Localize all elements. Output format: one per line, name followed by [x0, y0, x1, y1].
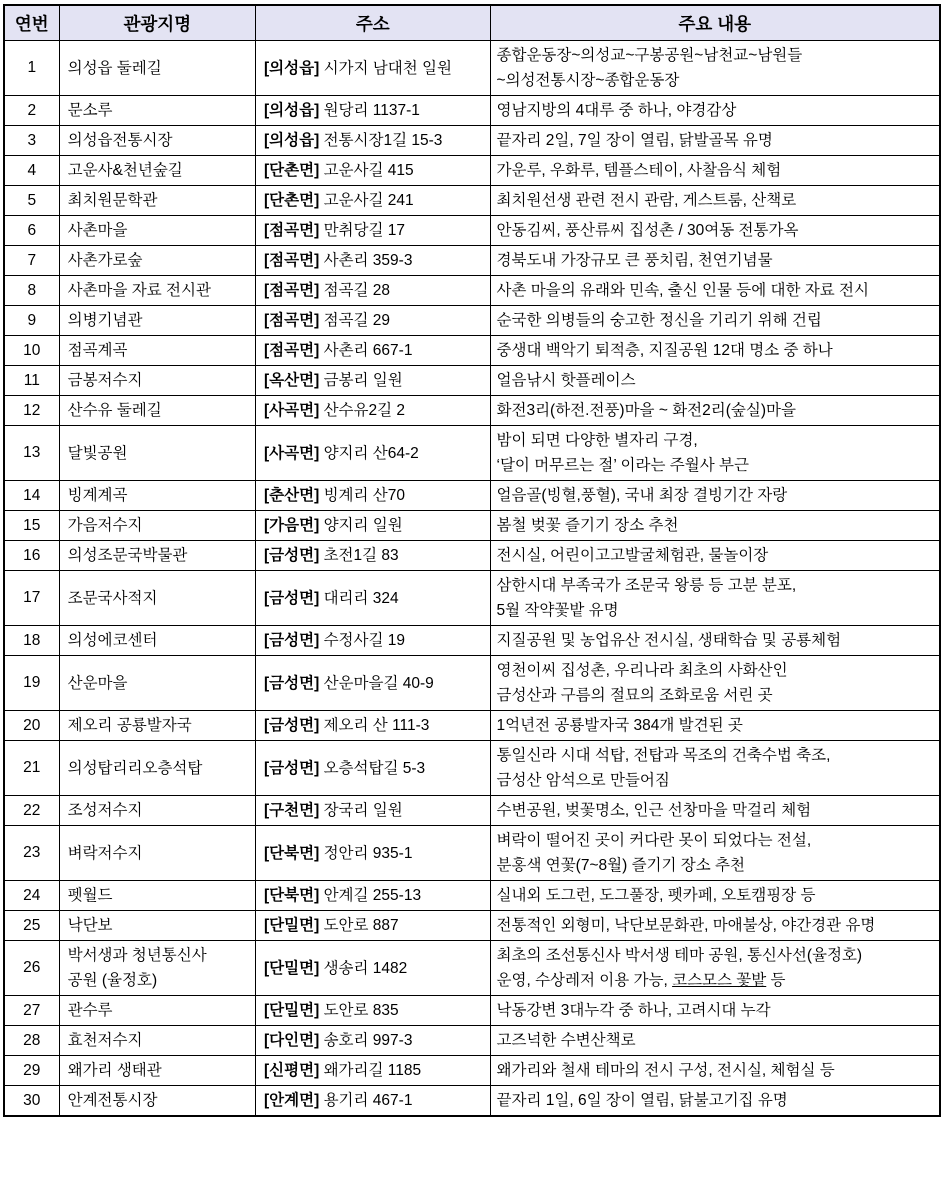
address-region: [의성읍]	[264, 102, 320, 119]
text-segment: 최치원선생 관련 전시 관람, 게스트룸, 산책로	[496, 192, 797, 209]
address-cell	[256, 541, 491, 571]
description-cell	[490, 1086, 940, 1117]
table-row	[4, 366, 940, 396]
row-number: 30	[4, 1086, 59, 1117]
text-segment: 분홍색 연꽃(7~8월) 즐기기 장소 추천	[496, 857, 746, 874]
text-segment: 달빛공원	[67, 444, 128, 462]
address-detail: 고운사길 241	[319, 192, 414, 209]
address-region: [금성면]	[264, 717, 320, 734]
address-detail: 왜가리길 1185	[319, 1062, 422, 1079]
address-cell	[256, 216, 491, 246]
address-detail: 용기리 467-1	[319, 1092, 413, 1109]
address-region: [다인면]	[264, 1032, 320, 1049]
description-cell	[490, 826, 940, 881]
description-cell	[490, 276, 940, 306]
address-detail: 도안로 835	[319, 1002, 399, 1019]
text-segment: 밤이 되면 다양한 별자리 구경,	[496, 432, 698, 449]
table-row	[4, 941, 940, 996]
attraction-name	[59, 1026, 255, 1056]
table-row	[4, 336, 940, 366]
address-region: [단밀면]	[264, 917, 320, 934]
attraction-name	[59, 96, 255, 126]
address-detail: 정안리 935-1	[319, 844, 413, 862]
description-cell	[490, 1056, 940, 1086]
text-segment: 고즈넉한 수변산책로	[496, 1032, 636, 1049]
attraction-name	[59, 426, 255, 481]
table-row	[4, 511, 940, 541]
address-detail: 장국리 일원	[319, 802, 403, 819]
description-cell	[490, 626, 940, 656]
table-row	[4, 571, 940, 626]
attraction-name	[59, 276, 255, 306]
address-region: [단북면]	[264, 887, 320, 904]
address-cell	[256, 426, 491, 481]
row-number: 26	[4, 941, 59, 996]
text-segment: 경북도내 가장규모 큰 풍치림, 천연기념물	[496, 252, 773, 269]
text-segment: 공원 (율정호)	[67, 972, 158, 989]
row-number: 19	[4, 656, 59, 711]
row-number: 12	[4, 396, 59, 426]
row-number: 11	[4, 366, 59, 396]
address-detail: 사촌리 667-1	[319, 342, 413, 359]
text-segment: 낙단보	[67, 917, 113, 934]
address-region: [금성면]	[264, 547, 320, 564]
address-region: [금성면]	[264, 589, 320, 607]
address-region: [점곡면]	[264, 252, 320, 269]
address-detail: 빙계리 산70	[319, 487, 406, 504]
text-segment: 의성조문국박물관	[67, 547, 188, 564]
table-row	[4, 1056, 940, 1086]
text-segment: 중생대 백악기 퇴적층, 지질공원 12대 명소 중 하나	[496, 342, 833, 359]
table-row	[4, 246, 940, 276]
address-detail: 시가지 남대천 일원	[319, 59, 452, 77]
text-segment: 영천이씨 집성촌, 우리나라 최초의 사화산인	[496, 662, 788, 679]
address-cell	[256, 336, 491, 366]
table-row	[4, 481, 940, 511]
address-cell	[256, 996, 491, 1026]
table-row	[4, 881, 940, 911]
description-cell	[490, 1026, 940, 1056]
address-cell	[256, 366, 491, 396]
text-segment: 전통적인 외형미, 낙단보문화관, 마애불상, 야간경관 유명	[496, 917, 876, 934]
address-cell	[256, 96, 491, 126]
address-region: [단밀면]	[264, 959, 320, 977]
address-detail: 도안로 887	[319, 917, 399, 934]
attraction-name	[59, 826, 255, 881]
attraction-name	[59, 911, 255, 941]
address-detail: 산운마을길 40-9	[319, 674, 434, 692]
attraction-name	[59, 336, 255, 366]
address-region: [금성면]	[264, 674, 320, 692]
text-segment: 의병기념관	[67, 312, 143, 329]
attraction-name	[59, 796, 255, 826]
attraction-name	[59, 246, 255, 276]
header-row	[4, 5, 940, 41]
text-segment: 등	[766, 972, 786, 989]
description-cell	[490, 941, 940, 996]
header-no: 연번	[4, 5, 59, 41]
address-detail: 대리리 324	[319, 589, 399, 607]
text-segment: 실내외 도그런, 도그풀장, 펫카페, 오토캠핑장 등	[496, 887, 816, 904]
row-number: 7	[4, 246, 59, 276]
text-segment: 왜가리 생태관	[67, 1062, 162, 1079]
text-segment: 통일신라 시대 석탑, 전탑과 목조의 건축수법 축조,	[496, 747, 831, 764]
table-row	[4, 1026, 940, 1056]
underlined-text: 코스모스 꽃밭	[672, 972, 767, 989]
text-segment: 안계전통시장	[67, 1092, 158, 1109]
address-cell	[256, 156, 491, 186]
address-detail: 초전1길 83	[319, 547, 399, 564]
text-segment: 금성산과 구름의 절묘의 조화로움 서린 곳	[496, 687, 773, 704]
text-segment: 얼음골(빙혈,풍혈), 국내 최장 결빙기간 자랑	[496, 487, 788, 504]
description-cell	[490, 156, 940, 186]
address-region: [의성읍]	[264, 59, 320, 77]
text-segment: 박서생과 청년통신사	[67, 947, 207, 964]
text-segment: 가음저수지	[67, 517, 143, 534]
address-cell	[256, 711, 491, 741]
address-detail: 만취당길 17	[319, 222, 406, 239]
text-segment: 사촌마을	[67, 222, 128, 239]
address-region: [점곡면]	[264, 342, 320, 359]
text-segment: 금성산 암석으로 만들어짐	[496, 772, 670, 789]
text-segment: 조성저수지	[67, 802, 143, 819]
address-detail: 안계길 255-13	[319, 887, 422, 904]
row-number: 29	[4, 1056, 59, 1086]
attraction-name	[59, 571, 255, 626]
text-segment: 빙계계곡	[67, 487, 128, 504]
attraction-name	[59, 396, 255, 426]
row-number: 28	[4, 1026, 59, 1056]
address-region: [금성면]	[264, 759, 320, 777]
text-segment: 의성탑리리오층석탑	[67, 759, 203, 777]
text-segment: ‘달이 머무르는 절’ 이라는 주월사 부근	[496, 457, 749, 474]
text-segment: 점곡계곡	[67, 342, 128, 359]
attraction-name	[59, 626, 255, 656]
text-segment: 효천저수지	[67, 1032, 143, 1049]
attraction-name	[59, 216, 255, 246]
row-number: 10	[4, 336, 59, 366]
address-region: [단촌면]	[264, 192, 320, 209]
address-cell	[256, 481, 491, 511]
description-cell	[490, 996, 940, 1026]
address-detail: 사촌리 359-3	[319, 252, 413, 269]
text-segment: 제오리 공룡발자국	[67, 717, 192, 734]
address-region: [구천면]	[264, 802, 320, 819]
table-row	[4, 741, 940, 796]
description-cell	[490, 481, 940, 511]
address-cell	[256, 396, 491, 426]
attraction-name	[59, 41, 255, 96]
address-detail: 원당리 1137-1	[319, 102, 420, 119]
address-detail: 점곡길 28	[319, 282, 391, 299]
address-detail: 오층석탑길 5-3	[319, 759, 426, 777]
table-row	[4, 126, 940, 156]
text-segment: 사촌 마을의 유래와 민속, 출신 인물 등에 대한 자료 전시	[496, 282, 869, 299]
table-row	[4, 1086, 940, 1117]
description-cell	[490, 216, 940, 246]
row-number: 23	[4, 826, 59, 881]
table-row	[4, 426, 940, 481]
description-cell	[490, 41, 940, 96]
text-segment: 1억년전 공룡발자국 384개 발견된 곳	[496, 717, 743, 734]
attractions-table	[3, 4, 941, 1117]
attraction-name	[59, 1056, 255, 1086]
row-number: 25	[4, 911, 59, 941]
text-segment: 의성읍 둘레길	[67, 59, 162, 77]
attraction-name	[59, 306, 255, 336]
address-detail: 양지리 산64-2	[319, 444, 419, 462]
address-cell	[256, 41, 491, 96]
row-number: 16	[4, 541, 59, 571]
attraction-name	[59, 996, 255, 1026]
row-number: 13	[4, 426, 59, 481]
address-region: [단촌면]	[264, 162, 320, 179]
text-segment: 벼락저수지	[67, 844, 143, 862]
row-number: 4	[4, 156, 59, 186]
description-cell	[490, 366, 940, 396]
text-segment: 영남지방의 4대루 중 하나, 야경감상	[496, 102, 737, 119]
text-segment: 사촌가로숲	[67, 252, 143, 269]
text-segment: 삼한시대 부족국가 조문국 왕릉 등 고분 분포,	[496, 577, 797, 594]
text-segment: 안동김씨, 풍산류씨 집성촌 / 30여동 전통가옥	[496, 222, 799, 239]
text-segment: 최치원문학관	[67, 192, 158, 209]
description-cell	[490, 881, 940, 911]
row-number: 24	[4, 881, 59, 911]
address-region: [옥산면]	[264, 372, 320, 389]
address-detail: 고운사길 415	[319, 162, 414, 179]
header-content: 주요 내용	[490, 5, 940, 41]
text-segment: 지질공원 및 농업유산 전시실, 생태학습 및 공룡체험	[496, 632, 842, 649]
text-segment: 끝자리 1일, 6일 장이 열림, 닭불고기집 유명	[496, 1092, 788, 1109]
table-row	[4, 541, 940, 571]
text-segment: 왜가리와 철새 테마의 전시 구성, 전시실, 체험실 등	[496, 1062, 835, 1079]
text-segment: 문소루	[67, 102, 113, 119]
row-number: 14	[4, 481, 59, 511]
header-address: 주소	[256, 5, 491, 41]
text-segment: ~의성전통시장~종합운동장	[496, 72, 680, 89]
address-cell	[256, 246, 491, 276]
attraction-name	[59, 711, 255, 741]
address-cell	[256, 1026, 491, 1056]
table-row	[4, 796, 940, 826]
attraction-name	[59, 656, 255, 711]
description-cell	[490, 656, 940, 711]
attraction-name	[59, 541, 255, 571]
address-cell	[256, 186, 491, 216]
text-segment: 최초의 조선통신사 박서생 테마 공원, 통신사선(율정호)	[496, 947, 863, 964]
text-segment: 펫월드	[67, 887, 113, 904]
address-detail: 제오리 산 111-3	[319, 717, 430, 734]
description-cell	[490, 126, 940, 156]
text-segment: 산수유 둘레길	[67, 402, 162, 419]
table-row	[4, 626, 940, 656]
address-detail: 수정사길 19	[319, 632, 406, 649]
description-cell	[490, 741, 940, 796]
attraction-name	[59, 366, 255, 396]
address-cell	[256, 571, 491, 626]
description-cell	[490, 541, 940, 571]
row-number: 21	[4, 741, 59, 796]
attraction-name	[59, 881, 255, 911]
address-cell	[256, 1056, 491, 1086]
address-cell	[256, 741, 491, 796]
text-segment: 조문국사적지	[67, 589, 158, 607]
row-number: 18	[4, 626, 59, 656]
address-region: [점곡면]	[264, 222, 320, 239]
description-cell	[490, 186, 940, 216]
table-row	[4, 156, 940, 186]
row-number: 15	[4, 511, 59, 541]
row-number: 20	[4, 711, 59, 741]
address-cell	[256, 911, 491, 941]
table-row	[4, 911, 940, 941]
description-cell	[490, 306, 940, 336]
text-segment: 관수루	[67, 1002, 113, 1019]
description-cell	[490, 796, 940, 826]
text-segment: 5월 작약꽃밭 유명	[496, 602, 619, 619]
description-cell	[490, 511, 940, 541]
text-segment: 벼락이 떨어진 곳이 커다란 못이 되었다는 전설,	[496, 832, 812, 849]
row-number: 9	[4, 306, 59, 336]
table-body	[4, 41, 940, 1117]
description-cell	[490, 571, 940, 626]
text-segment: 수변공원, 벚꽃명소, 인근 선창마을 막걸리 체험	[496, 802, 812, 819]
text-segment: 화전3리(하전.전풍)마을 ~ 화전2리(숲실)마을	[496, 402, 796, 419]
description-cell	[490, 96, 940, 126]
address-region: [의성읍]	[264, 132, 320, 149]
text-segment: 얼음낚시 핫플레이스	[496, 372, 636, 389]
text-segment: 전시실, 어린이고고발굴체험관, 물놀이장	[496, 547, 769, 564]
attraction-name	[59, 1086, 255, 1117]
description-cell	[490, 246, 940, 276]
address-cell	[256, 626, 491, 656]
table-row	[4, 41, 940, 96]
row-number: 22	[4, 796, 59, 826]
text-segment: 산운마을	[67, 674, 128, 692]
address-detail: 양지리 일원	[319, 517, 403, 534]
address-detail: 점곡길 29	[319, 312, 391, 329]
row-number: 3	[4, 126, 59, 156]
text-segment: 끝자리 2일, 7일 장이 열림, 닭발골목 유명	[496, 132, 773, 149]
description-cell	[490, 711, 940, 741]
table-row	[4, 216, 940, 246]
address-cell	[256, 656, 491, 711]
address-region: [점곡면]	[264, 282, 320, 299]
address-region: [사곡면]	[264, 444, 320, 462]
text-segment: 의성에코센터	[67, 632, 158, 649]
text-segment: 금봉저수지	[67, 372, 143, 389]
text-segment: 의성읍전통시장	[67, 132, 173, 149]
address-cell	[256, 881, 491, 911]
text-segment: 순국한 의병들의 숭고한 정신을 기리기 위해 건립	[496, 312, 822, 329]
table-row	[4, 826, 940, 881]
address-region: [사곡면]	[264, 402, 320, 419]
address-region: [안계면]	[264, 1092, 320, 1109]
table-row	[4, 711, 940, 741]
table-row	[4, 656, 940, 711]
address-cell	[256, 1086, 491, 1117]
text-segment: 운영, 수상레저 이용 가능,	[496, 972, 673, 989]
attraction-name	[59, 156, 255, 186]
description-cell	[490, 426, 940, 481]
attraction-name	[59, 511, 255, 541]
row-number: 17	[4, 571, 59, 626]
address-region: [점곡면]	[264, 312, 320, 329]
address-region: [단밀면]	[264, 1002, 320, 1019]
table-row	[4, 996, 940, 1026]
address-cell	[256, 126, 491, 156]
address-cell	[256, 276, 491, 306]
row-number: 6	[4, 216, 59, 246]
table-row	[4, 396, 940, 426]
description-cell	[490, 336, 940, 366]
text-segment: 고운사&천년숲길	[67, 162, 183, 179]
address-cell	[256, 796, 491, 826]
address-region: [금성면]	[264, 632, 320, 649]
address-region: [신평면]	[264, 1062, 320, 1079]
address-region: [춘산면]	[264, 487, 320, 504]
address-detail: 산수유2길 2	[319, 402, 406, 419]
address-cell	[256, 941, 491, 996]
attraction-name	[59, 186, 255, 216]
address-region: [단북면]	[264, 844, 320, 862]
attraction-name	[59, 941, 255, 996]
text-segment: 사촌마을 자료 전시관	[67, 282, 211, 299]
attraction-name	[59, 126, 255, 156]
address-detail: 금봉리 일원	[319, 372, 403, 389]
address-cell	[256, 306, 491, 336]
table-row	[4, 276, 940, 306]
description-cell	[490, 911, 940, 941]
description-cell	[490, 396, 940, 426]
address-region: [가음면]	[264, 517, 320, 534]
header-name: 관광지명	[59, 5, 255, 41]
text-segment: 가운루, 우화루, 템플스테이, 사찰음식 체험	[496, 162, 782, 179]
row-number: 27	[4, 996, 59, 1026]
table-row	[4, 186, 940, 216]
text-segment: 종합운동장~의성교~구봉공원~남천교~남원들	[496, 47, 803, 64]
attraction-name	[59, 741, 255, 796]
text-segment: 낙동강변 3대누각 중 하나, 고려시대 누각	[496, 1002, 771, 1019]
row-number: 8	[4, 276, 59, 306]
address-cell	[256, 511, 491, 541]
address-detail: 생송리 1482	[319, 959, 408, 977]
row-number: 2	[4, 96, 59, 126]
text-segment: 봄철 벚꽃 즐기기 장소 추천	[496, 517, 679, 534]
attraction-name	[59, 481, 255, 511]
row-number: 5	[4, 186, 59, 216]
address-detail: 송호리 997-3	[319, 1032, 413, 1049]
address-cell	[256, 826, 491, 881]
table-row	[4, 306, 940, 336]
table-row	[4, 96, 940, 126]
address-detail: 전통시장1길 15-3	[319, 132, 443, 149]
row-number: 1	[4, 41, 59, 96]
